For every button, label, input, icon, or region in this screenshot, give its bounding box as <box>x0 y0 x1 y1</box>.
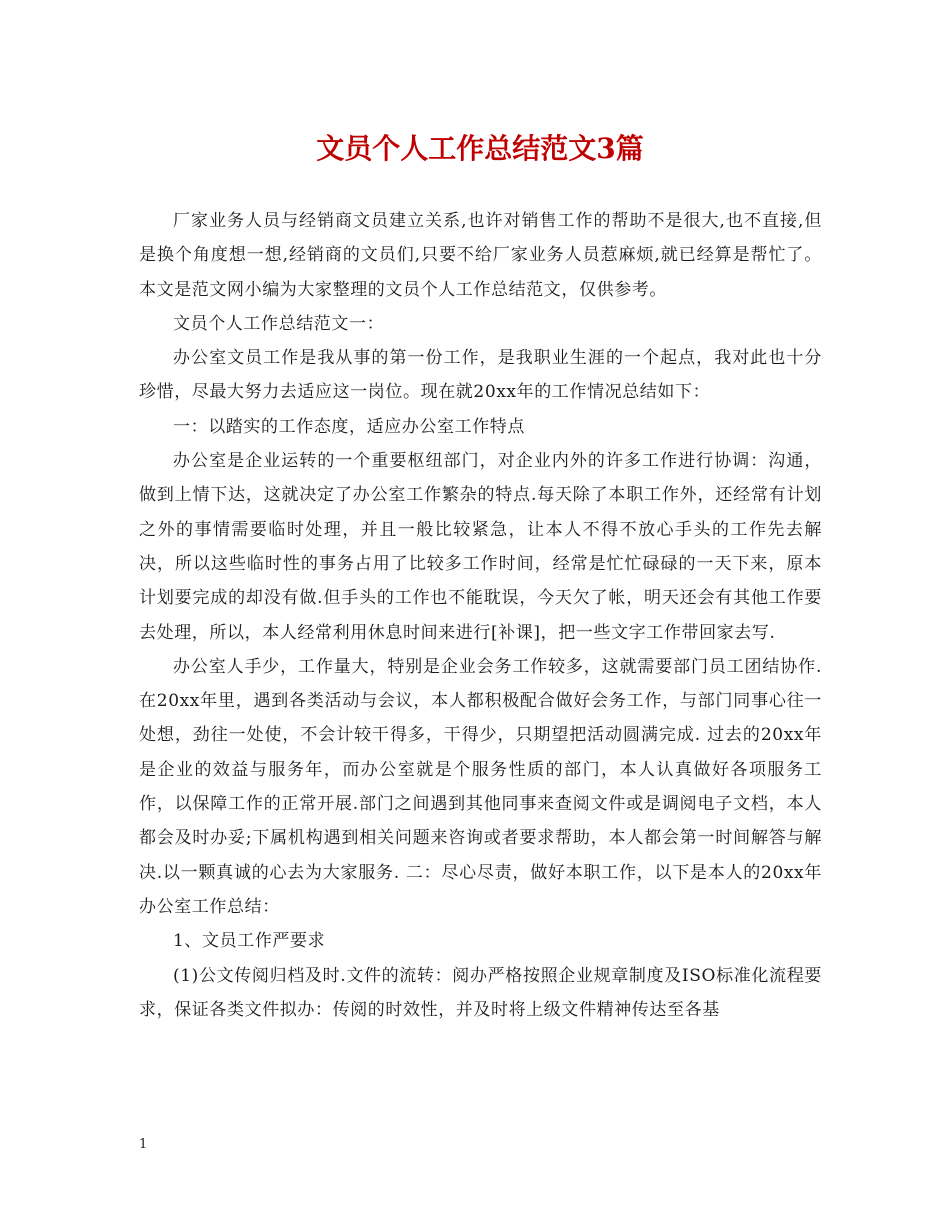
paragraph-teamwork: 办公室人手少，工作量大，特别是企业会务工作较多，这就需要部门员工团结协作.在20xx年里，遇到各类活动与会议，本人都积极配合做好会务工作，与部门同事心往一处想，劲往一处使，不会计较干得多，干得少，只期望把活动圆满完成. 过去的20xx年是企业的效益与服务年，而办公室就是个服务性质的部门，本人认真做好各项服务工作，以保障工作的正常开展.部门之间遇到其他同事来查阅文件或是调阅电子文档，本人都会及时办妥;下属机构遇到相关问题来咨询或者要求帮助，本人都会第一时间解答与解决.以一颗真诚的心去为大家服务. 二：尽心尽责，做好本职工作，以下是本人的20xx年办公室工作总结： <box>139 656 822 917</box>
paragraph-intro: 厂家业务人员与经销商文员建立关系,也许对销售工作的帮助不是很大,也不直接,但是换个角度想一想,经销商的文员们,只要不给厂家业务人员惹麻烦,就已经算是帮忙了。本文是范文网小编为大家整理的文员个人工作总结范文，仅供参考。 <box>139 211 822 300</box>
paragraph-subheading-requirements: 1、文员工作严要求 <box>173 931 326 952</box>
page-number: 1 <box>139 1137 148 1152</box>
paragraph-section-one-heading: 一：以踏实的工作态度，适应办公室工作特点 <box>173 416 525 437</box>
paragraph-first-job: 办公室文员工作是我从事的第一份工作，是我职业生涯的一个起点，我对此也十分珍惜，尽最大努力去适应这一岗位。现在就20xx年的工作情况总结如下： <box>139 348 822 403</box>
paragraph-document-circulation: (1)公文传阅归档及时.文件的流转：阅办严格按照企业规章制度及ISO标准化流程要求，保证各类文件拟办：传阅的时效性，并及时将上级文件精神传达至各基 <box>139 965 822 1020</box>
paragraph-office-hub: 办公室是企业运转的一个重要枢纽部门，对企业内外的许多工作进行协调：沟通，做到上情下达，这就决定了办公室工作繁杂的特点.每天除了本职工作外，还经常有计划之外的事情需要临时处理，并且一般比较紧急，让本人不得不放心手头的工作先去解决，所以这些临时性的事务占用了比较多工作时间，经常是忙忙碌碌的一天下来，原本计划要完成的却没有做.但手头的工作也不能耽误，今天欠了帐，明天还会有其他工作要去处理，所以，本人经常利用休息时间来进行[补课]，把一些文字工作带回家去写. <box>139 451 822 643</box>
paragraph-heading-sample-one: 文员个人工作总结范文一： <box>173 313 385 334</box>
document-title: 文员个人工作总结范文3篇 <box>316 132 644 165</box>
document-body <box>139 204 822 1027</box>
